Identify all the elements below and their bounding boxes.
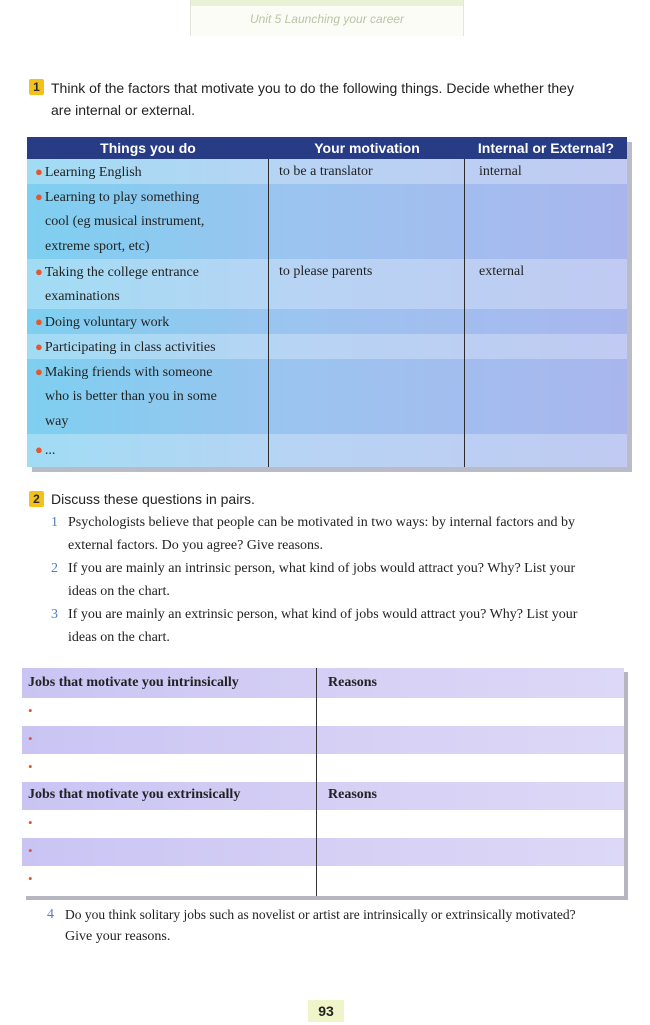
activity-text: ... (44, 443, 56, 458)
table-row (35, 334, 216, 360)
col-things-you-do: Things you do (100, 140, 196, 156)
bullet-icon: • (28, 843, 33, 858)
question-text: Do you think solitary jobs such as novelist or artist are intrinsically or extrinsically motivated? (65, 907, 576, 922)
question-number: 4 (47, 907, 54, 922)
section-1-badge: 1 (29, 79, 44, 95)
activity-text: Taking the college entrance (44, 265, 199, 280)
unit-title: Unit 5 Launching your career (249, 12, 405, 26)
col-internal-external: Internal or External? (477, 140, 615, 156)
question-text: If you are mainly an extrinsic person, what kind of jobs would attract you? Why? List your (68, 607, 578, 622)
question-text-cont: Give your reasons. (65, 929, 171, 944)
table-row (35, 159, 142, 185)
bullet-icon: ● (35, 314, 43, 329)
table-row (35, 437, 55, 463)
column-divider (268, 159, 269, 467)
question-text-cont: ideas on the chart. (68, 630, 170, 645)
row-band (27, 434, 627, 467)
activity-text-cont: examinations (45, 289, 120, 304)
activity-text: Making friends with someone (44, 365, 213, 380)
bullet-icon: • (28, 815, 33, 830)
bullet-icon: ● (35, 189, 43, 204)
intrinsic-jobs-header: Jobs that motivate you intrinsically (28, 675, 239, 690)
reasons-header: Reasons (328, 675, 378, 690)
table-row (35, 359, 212, 385)
bullet-icon: • (28, 759, 33, 774)
activity-text: Learning English (44, 165, 142, 180)
motivation-table-body (27, 159, 627, 467)
activity-text-cont: who is better than you in some (45, 389, 217, 404)
table-row (22, 810, 624, 838)
table-row (35, 259, 199, 285)
bullet-icon: ● (35, 442, 43, 457)
table-row (35, 184, 199, 210)
table-row (22, 754, 624, 782)
type-cell: internal (479, 164, 522, 179)
page-number: 93 (308, 1000, 344, 1022)
question-number: 2 (51, 561, 58, 576)
col-your-motivation: Your motivation (314, 140, 420, 156)
bullet-icon: ● (35, 264, 43, 279)
bullet-icon: • (28, 731, 33, 746)
question-text-cont: external factors. Do you agree? Give reasons. (68, 538, 324, 553)
question-number: 1 (51, 515, 58, 530)
section-2-badge: 2 (29, 491, 44, 507)
section-1-instruction-line1: Think of the factors that motivate you to do the following things. Decide whether they (51, 80, 574, 96)
motivation-cell: to be a translator (279, 164, 373, 179)
activity-text: Learning to play something (44, 190, 200, 205)
type-cell: external (479, 264, 525, 279)
motivation-cell: to please parents (279, 264, 373, 279)
question-text-cont: ideas on the chart. (68, 584, 170, 599)
table-row (35, 309, 169, 335)
jobs-table (22, 668, 624, 896)
bullet-icon: • (28, 871, 33, 886)
extrinsic-jobs-header: Jobs that motivate you extrinsically (28, 787, 241, 802)
section-1-instruction-line2: are internal or external. (51, 102, 195, 118)
question-text: If you are mainly an intrinsic person, what kind of jobs would attract you? Why? List your (68, 561, 576, 576)
question-text: Psychologists believe that people can be motivated in two ways: by internal factors and by (68, 515, 575, 530)
activity-text: Doing voluntary work (44, 315, 170, 330)
table-row (22, 698, 624, 726)
bullet-icon: ● (35, 339, 43, 354)
motivation-table (27, 137, 627, 467)
bullet-icon: ● (35, 164, 43, 179)
reasons-header: Reasons (328, 787, 378, 802)
activity-text-cont: cool (eg musical instrument, (45, 214, 205, 229)
activity-text-cont: way (45, 414, 69, 429)
section-2-instruction: Discuss these questions in pairs. (51, 491, 255, 507)
bullet-icon: ● (35, 364, 43, 379)
question-number: 3 (51, 607, 58, 622)
column-divider (464, 159, 465, 467)
motivation-table-header (27, 137, 627, 159)
column-divider (316, 668, 317, 896)
activity-text-cont: extreme sport, etc) (45, 239, 150, 254)
unit-header (190, 0, 464, 36)
table-row (22, 866, 624, 896)
activity-text: Participating in class activities (44, 340, 216, 355)
bullet-icon: • (28, 703, 33, 718)
